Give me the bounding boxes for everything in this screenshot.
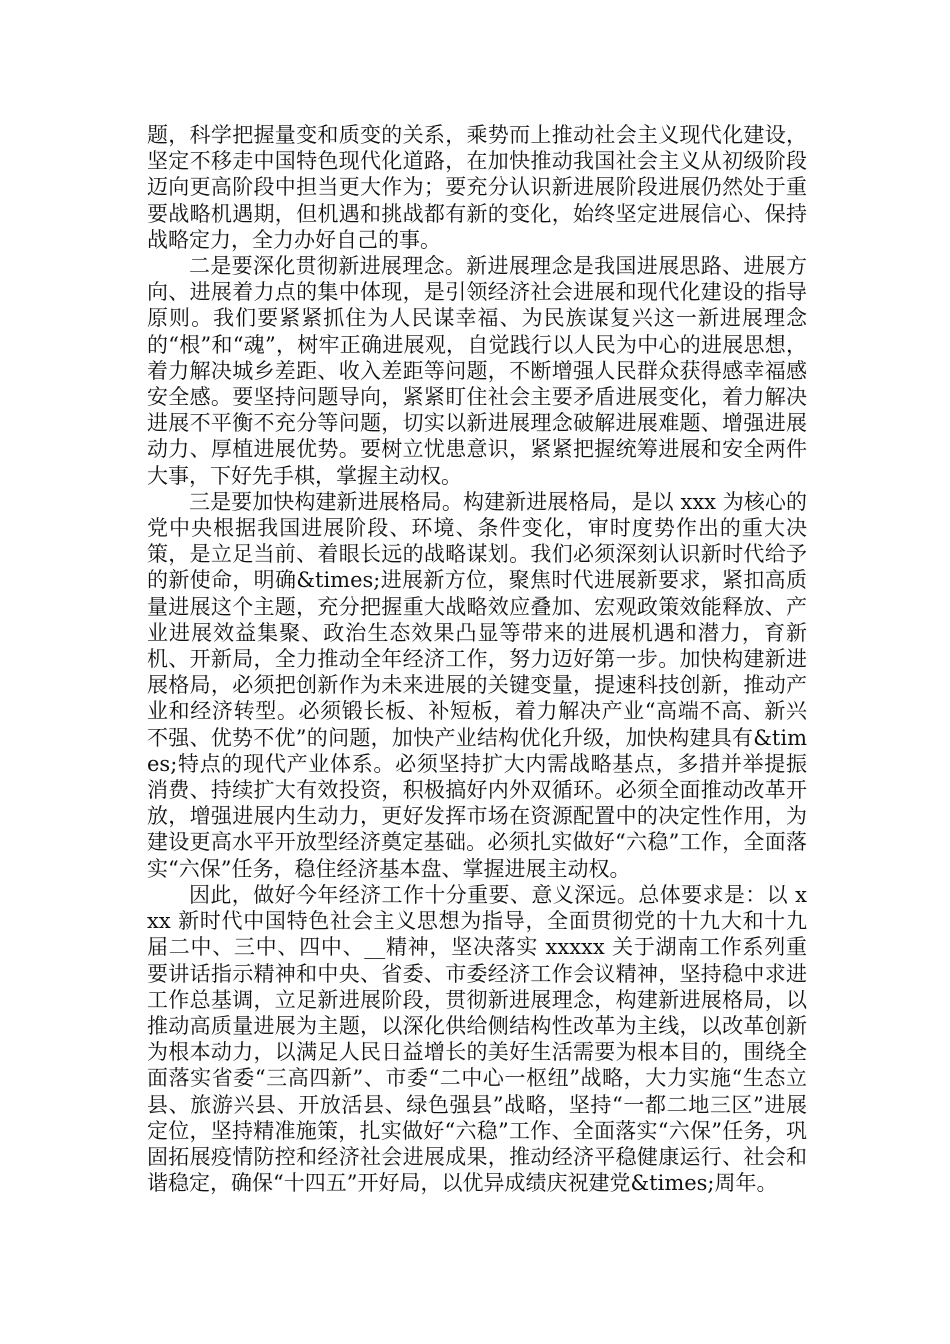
paragraph-continuation: 题，科学把握量变和质变的关系，乘势而上推动社会主义现代化建设，坚定不移走中国特色现代化道路，在加快推动我国社会主义从初级阶段迈向更高阶段中担当更大作为；要充分认识新进展阶段进展仍然处于重要战略机遇期，但机遇和挑战都有新的变化，始终坚定进展信心、保持战略定力，全力办好自己的事。 [147, 123, 807, 252]
paragraph-new-development-concept: 二是要深化贯彻新进展理念。新进展理念是我国进展思路、进展方向、进展着力点的集中体现，是引领经济社会进展和现代化建设的指导原则。我们要紧紧抓住为人民谋幸福、为民族谋复兴这一新进展理念的“根”和“魂”，树牢正确进展观，自觉践行以人民为中心的进展思想，着力解决城乡差距、收入差距等问题，不断增强人民群众获得感幸福感安全感。要坚持问题导向，紧紧盯住社会主要矛盾进展变化，着力解决进展不平衡不充分等问题，切实以新进展理念破解进展难题、增强进展动力、厚植进展优势。要树立忧患意识，紧紧把握统筹进展和安全两件大事，下好先手棋，掌握主动权。 [147, 254, 807, 488]
paragraph-new-development-pattern: 三是要加快构建新进展格局。构建新进展格局，是以 xxx 为核心的党中央根据我国进展阶段、环境、条件变化，审时度势作出的重大决策，是立足当前、着眼长远的战略谋划。我们必须深刻认识新时代给予的新使命，明确&times;进展新方位，聚焦时代进展新要求，紧扣高质量进展这个主题，充分把握重大战略效应叠加、宏观政策效能释放、产业进展效益集聚、政治生态效果凸显等带来的进展机遇和潜力，育新机、开新局，全力推动全年经济工作，努力迈好第一步。加快构建新进展格局，必须把创新作为未来进展的关键变量，提速科技创新，推动产业和经济转型。必须锻长板、补短板，着力解决产业“高端不高、新兴不强、优势不优”的问题，加快产业结构优化升级，加快构建具有&times;特点的现代产业体系。必须坚持扩大内需战略基点，多措并举提振消费、持续扩大有效投资，积极搞好内外双循环。必须全面推动改革开放，增强进展内生动力，更好发挥市场在资源配置中的决定性作用，为建设更高水平开放型经济奠定基础。必须扎实做好“六稳”工作，全面落实“六保”任务，稳住经济基本盘、掌握进展主动权。 [147, 489, 807, 881]
document-body [147, 122, 807, 1196]
paragraph-overall-requirements: 因此，做好今年经济工作十分重要、意义深远。总体要求是：以 xxx 新时代中国特色社会主义思想为指导，全面贯彻党的十九大和十九届二中、三中、四中、__精神，坚决落实 xxxxx 关于湖南工作系列重要讲话指示精神和中央、省委、市委经济工作会议精神，坚持稳中求进工作总基调，立足新进展阶段，贯彻新进展理念，构建新进展格局，以推动高质量进展为主题，以深化供给侧结构性改革为主线，以改革创新为根本动力，以满足人民日益增长的美好生活需要为根本目的，围绕全面落实省委“三高四新”、市委“二中心一枢纽”战略，大力实施“生态立县、旅游兴县、开放活县、绿色强县”战略，坚持“一都二地三区”进展定位，坚持精准施策，扎实做好“六稳”工作、全面落实“六保”任务，巩固拓展疫情防控和经济社会进展成果，推动经济平稳健康运行、社会和谐稳定，确保“十四五”开好局，以优异成绩庆祝建党&times;周年。 [147, 882, 807, 1196]
